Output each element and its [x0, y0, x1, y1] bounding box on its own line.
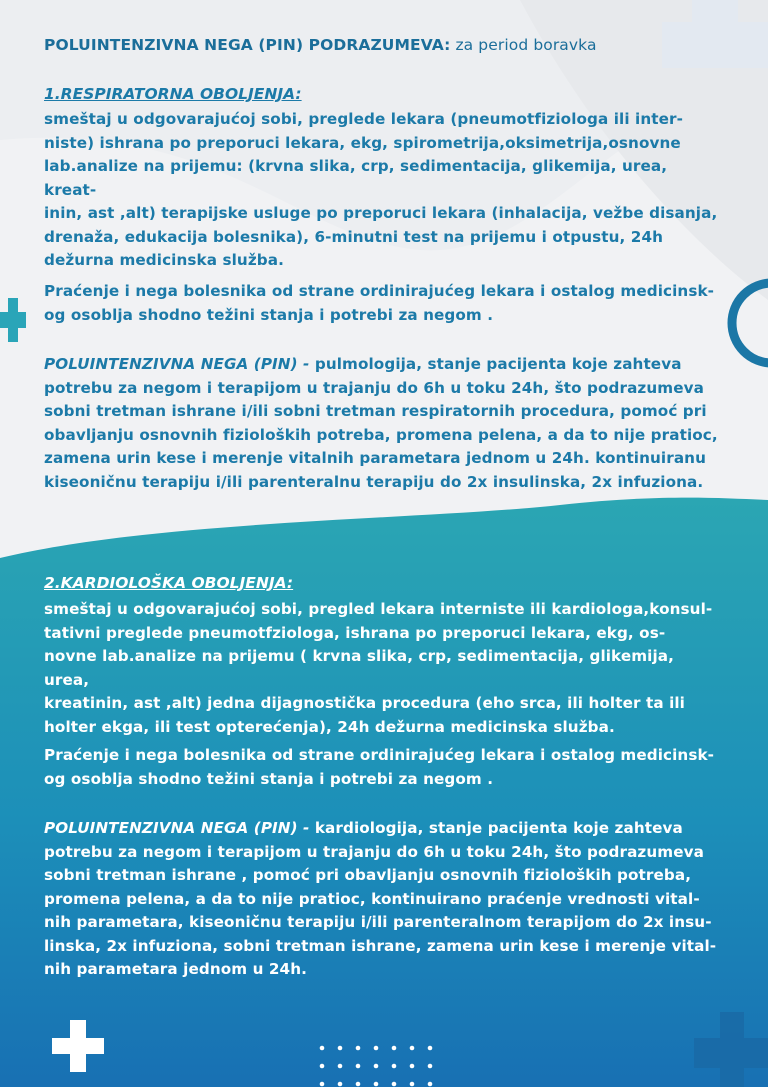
text-line: kreatinin, ast ,alt) jedna dijagnostička procedura (eho srca, ili holter ta ili — [44, 694, 685, 712]
section2-care — [44, 744, 724, 791]
text-line: lab.analize na prijemu: (krvna slika, crp, sedimentacija, glikemija, urea, kreat- — [44, 157, 668, 199]
pin-label: POLUINTENZIVNA NEGA (PIN) - — [44, 819, 310, 837]
text-line — [44, 817, 724, 841]
text-line: dežurna medicinska služba. — [44, 251, 284, 269]
section1-care — [44, 280, 724, 327]
text-line: niste) ishrana po preporuci lekara, ekg, spirometrija,oksimetrija,osnovne — [44, 133, 681, 152]
section1-pin — [44, 353, 724, 494]
text-line: kiseoničnu terapiju i/ili parenteralnu terapiju do 2x insulinska, 2x infuziona. — [44, 472, 704, 491]
text-line: novne lab.analize na prijemu ( krvna slika, crp, sedimentacija, glikemija, urea, — [44, 647, 674, 689]
text-line: potrebu za negom i terapijom u trajanju do 6h u toku 24h, što podrazumeva — [44, 842, 704, 861]
page-title — [44, 36, 744, 54]
text-line: og osoblja shodno težini stanja i potrebi za negom . — [44, 769, 494, 788]
text-line: obavljanju osnovnih fizioloških potreba, promena pelena, a da to nije pratioc, — [44, 425, 718, 444]
pin-line-rest: kardiologija, stanje pacijenta koje zahteva — [309, 819, 683, 837]
text-line: nih parametara jednom u 24h. — [44, 960, 307, 978]
text-line: promena pelena, a da to nije pratioc, kontinuirano praćenje vrednosti vital- — [44, 889, 700, 908]
section2-heading: 2.KARDIOLOŠKA OBOLJENJA: — [44, 574, 294, 592]
text-line: og osoblja shodno težini stanja i potrebi za negom . — [44, 305, 494, 324]
title-bold: POLUINTENZIVNA NEGA (PIN) PODRAZUMEVA: — [44, 36, 451, 54]
section1-heading: 1.RESPIRATORNA OBOLJENJA: — [44, 85, 302, 103]
section2-pin — [44, 817, 724, 982]
text-line: holter ekga, ili test opterećenja), 24h dežurna medicinska služba. — [44, 717, 615, 736]
text-line — [44, 353, 724, 377]
section1-body — [44, 108, 724, 273]
text-line: sobni tretman ishrane i/ili sobni tretman respiratornih procedura, pomoć pri — [44, 402, 707, 420]
text-line: Praćenje i nega bolesnika od strane ordinirajućeg lekara i ostalog medicinsk- — [44, 282, 715, 300]
text-line: sobni tretman ishrane , pomoć pri obavljanju osnovnih fizioloških potreba, — [44, 866, 692, 884]
section2-body — [44, 598, 724, 739]
pin-line-rest: pulmologija, stanje pacijenta koje zahteva — [309, 355, 682, 373]
text-line: zamena urin kese i merenje vitalnih parametara jednom u 24h. kontinuiranu — [44, 449, 707, 467]
text-line: drenaža, edukacija bolesnika), 6-minutni test na prijemu i otpustu, 24h — [44, 227, 664, 246]
text-line: smeštaj u odgovarajućoj sobi, preglede lekara (pneumotfiziologa ili inter- — [44, 110, 684, 128]
text-line: linska, 2x infuziona, sobni tretman ishrane, zamena urin kese i merenje vital- — [44, 936, 717, 955]
text-line: tativni preglede pneumotfziologa, ishrana po preporuci lekara, ekg, os- — [44, 623, 666, 642]
text-line: potrebu za negom i terapijom u trajanju do 6h u toku 24h, što podrazumeva — [44, 378, 704, 397]
text-line: nih parametara, kiseoničnu terapiju i/ili parenteralnom terapijom do 2x insu- — [44, 913, 712, 931]
title-rest: za period boravka — [450, 36, 597, 54]
text-line: Praćenje i nega bolesnika od strane ordinirajućeg lekara i ostalog medicinsk- — [44, 746, 715, 764]
pin-label: POLUINTENZIVNA NEGA (PIN) - — [44, 355, 310, 373]
text-line: inin, ast ,alt) terapijske usluge po preporuci lekara (inhalacija, vežbe disanja, — [44, 204, 718, 222]
text-line: smeštaj u odgovarajućoj sobi, pregled lekara interniste ili kardiologa,konsul- — [44, 600, 713, 618]
